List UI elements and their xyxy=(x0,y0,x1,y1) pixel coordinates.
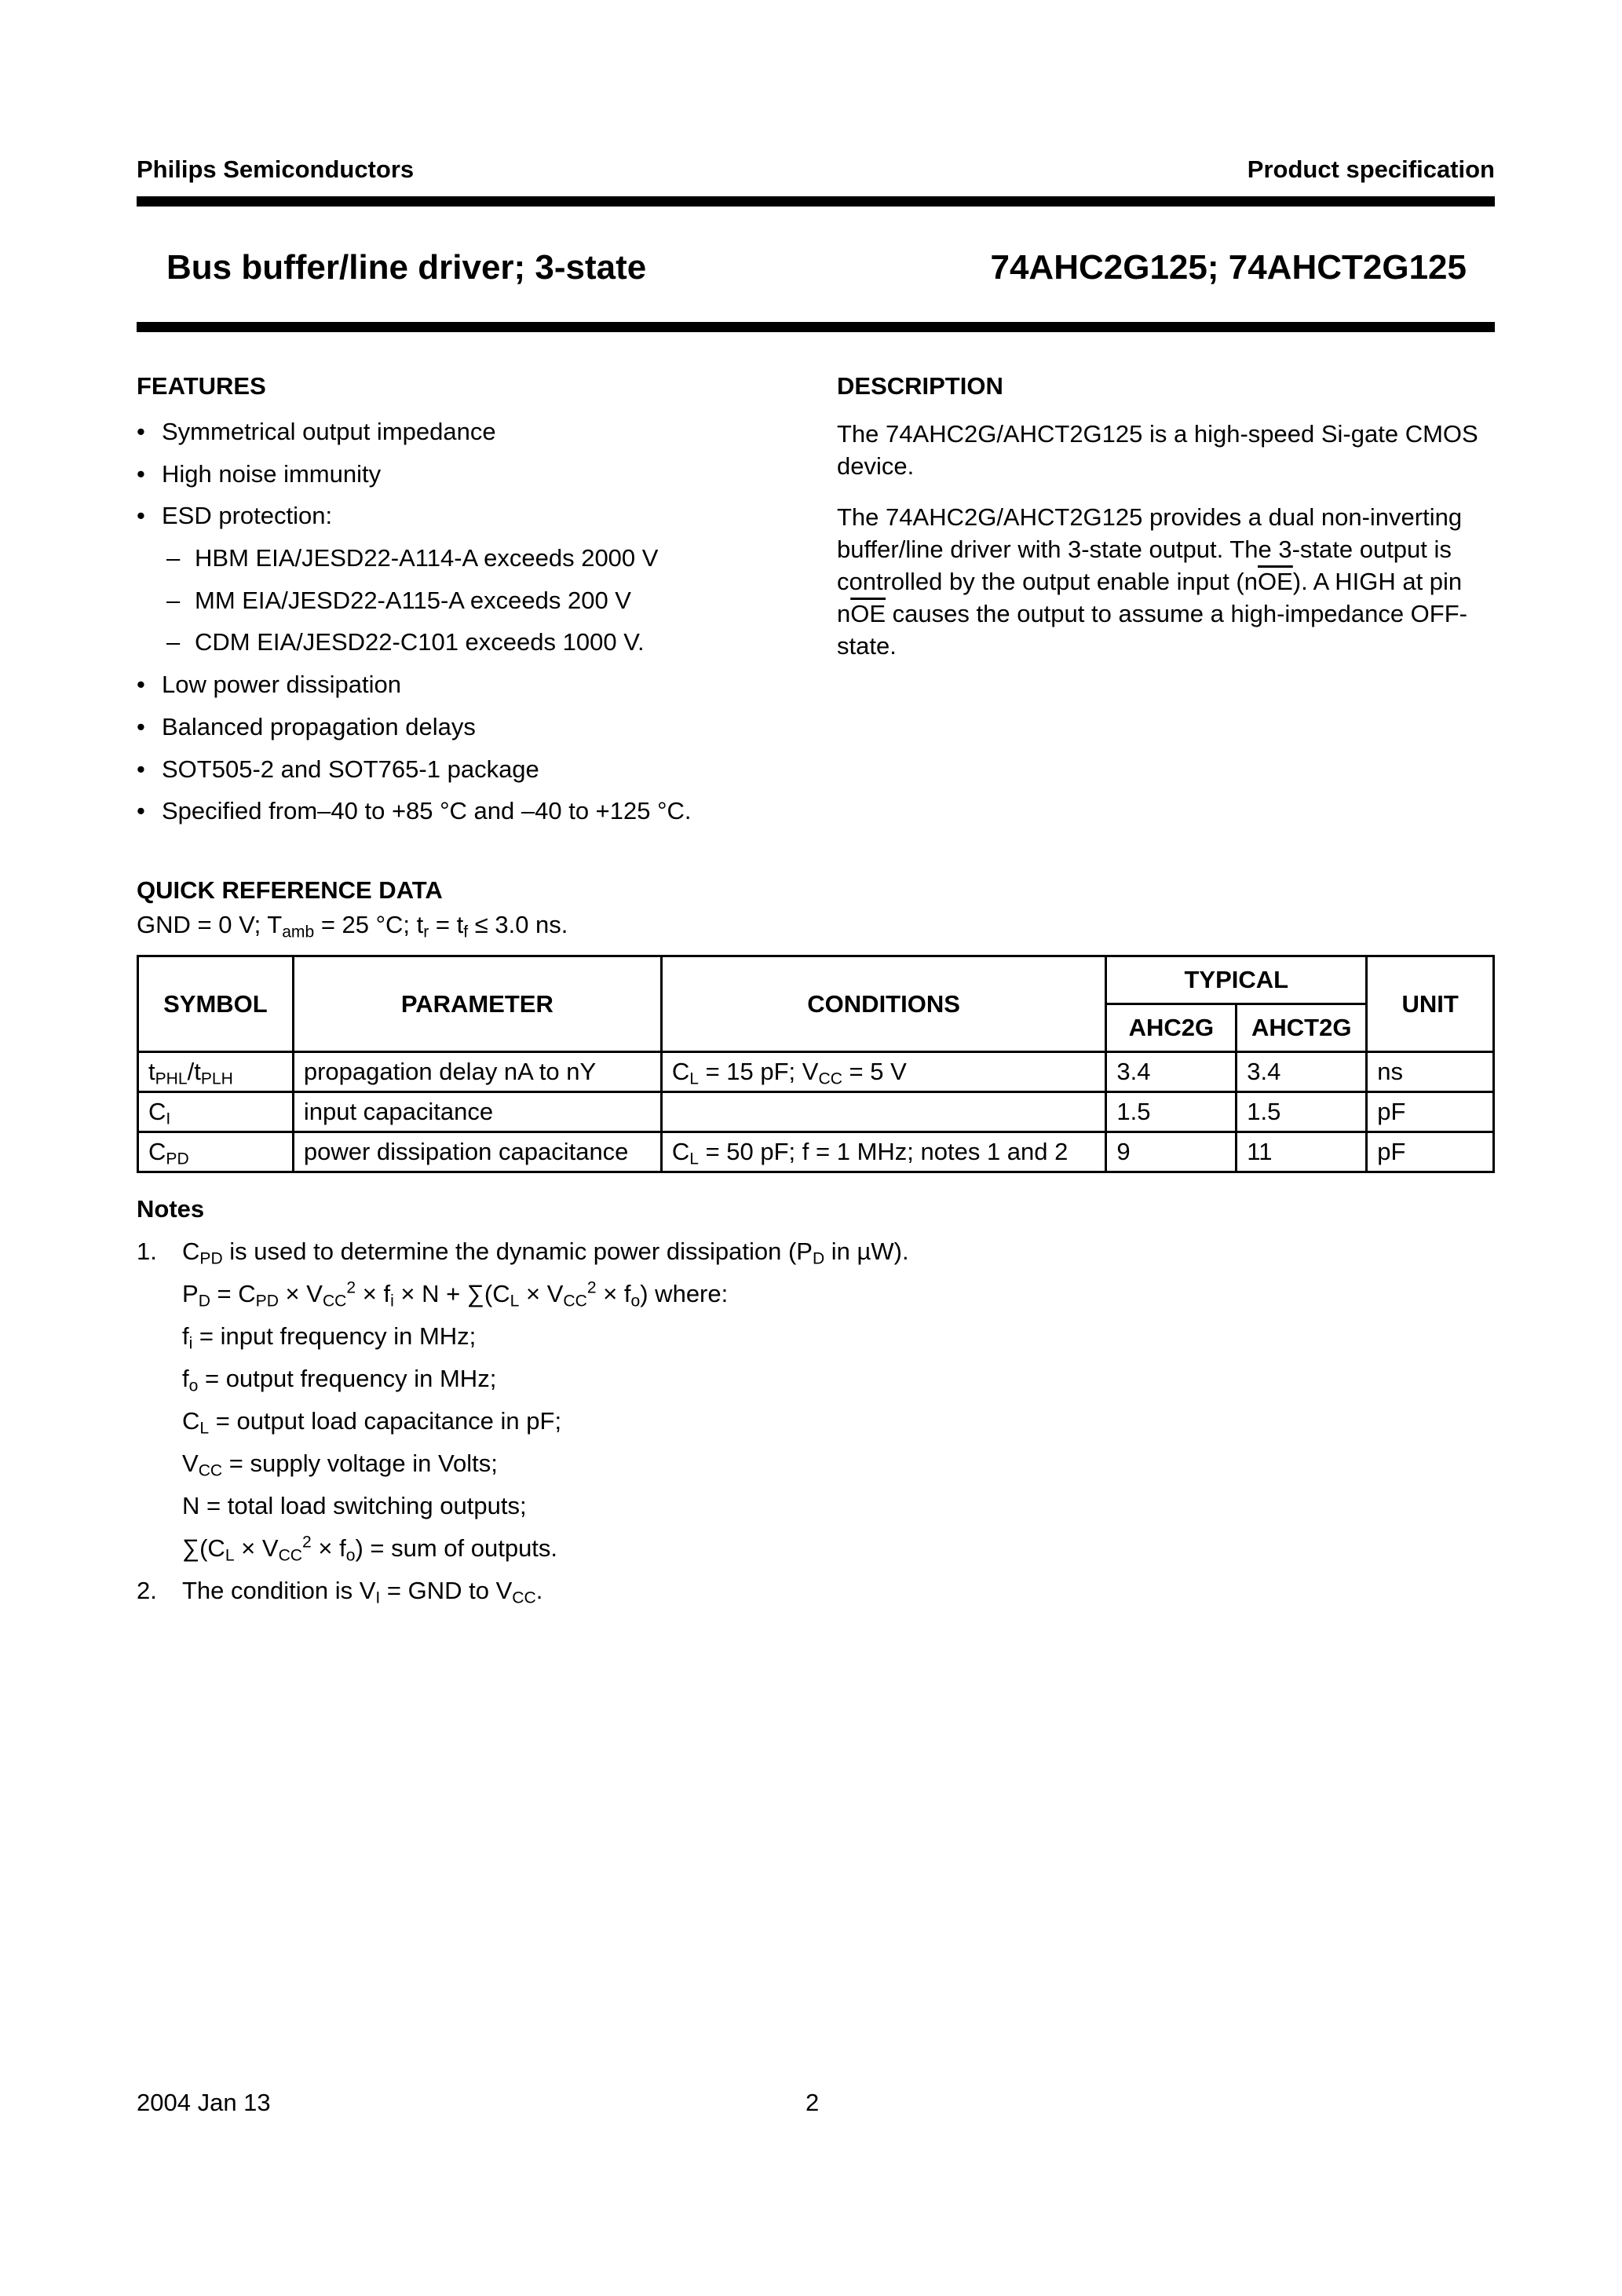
def-vcc: $V_{CC}$ = supply voltage in Volts; xyxy=(182,1450,498,1480)
description-heading: DESCRIPTION xyxy=(837,372,1003,400)
feature-text: HBM EIA/JESD22-A114-A exceeds 2000 V xyxy=(195,544,659,572)
cell-unit: ns xyxy=(1367,1052,1494,1092)
col-parameter: PARAMETER xyxy=(293,956,661,1052)
cell-parameter: input capacitance xyxy=(293,1092,661,1132)
cell-unit: pF xyxy=(1367,1132,1494,1172)
table-row xyxy=(138,1092,1494,1132)
features-heading: FEATURES xyxy=(137,372,266,400)
description-paragraph-1: The 74AHC2G/AHCT2G125 is a high-speed Si-gate CMOS device. xyxy=(837,420,1478,480)
cell-conditions: $C_L = 50$ pF; f = 1 MHz; notes 1 and 2 xyxy=(661,1132,1106,1172)
quick-reference-conditions: GND = 0 V; $T_{amb} = 25$ °C; $t_r = t_f \le 3.0$ ns. xyxy=(137,911,568,941)
feature-subitem xyxy=(137,585,765,627)
dash-marker: – xyxy=(166,586,181,614)
cell-ahct2g: 3.4 xyxy=(1237,1052,1367,1092)
cell-ahct2g: 11 xyxy=(1237,1132,1367,1172)
bullet-marker: • xyxy=(137,755,145,783)
note-2-number: 2. xyxy=(137,1577,157,1604)
feature-text: CDM EIA/JESD22-C101 exceeds 1000 V. xyxy=(195,628,645,656)
feature-item xyxy=(137,711,765,754)
header-rule-bottom xyxy=(137,322,1495,332)
part-numbers: 74AHC2G125; 74AHCT2G125 xyxy=(990,248,1467,287)
notes-heading: Notes xyxy=(137,1195,205,1223)
cell-ahc2g: 9 xyxy=(1106,1132,1237,1172)
cell-symbol: $t_{PHL}/t_{PLH}$ xyxy=(138,1052,294,1092)
col-conditions: CONDITIONS xyxy=(661,956,1106,1052)
col-symbol: SYMBOL xyxy=(138,956,294,1052)
feature-text: ESD protection: xyxy=(162,502,333,530)
feature-text: SOT505-2 and SOT765-1 package xyxy=(162,755,539,783)
def-fi: $f_i$ = input frequency in MHz; xyxy=(182,1322,477,1353)
def-n: N = total load switching outputs; xyxy=(182,1492,527,1519)
cell-ahct2g: 1.5 xyxy=(1237,1092,1367,1132)
feature-item xyxy=(137,669,765,711)
feature-text: Low power dissipation xyxy=(162,671,402,699)
table-row xyxy=(138,1052,1494,1092)
dash-marker: – xyxy=(166,628,181,656)
bullet-marker: • xyxy=(137,712,145,740)
header-rule-top xyxy=(137,196,1495,207)
cell-parameter: propagation delay nA to nY xyxy=(293,1052,661,1092)
feature-text: Specified from–40 to +85 °C and –40 to +125 °C. xyxy=(162,797,692,825)
features-list xyxy=(137,416,765,838)
col-unit: UNIT xyxy=(1367,956,1494,1052)
bullet-marker: • xyxy=(137,502,145,530)
cell-ahc2g: 1.5 xyxy=(1106,1092,1237,1132)
def-fo: $f_o$ = output frequency in MHz; xyxy=(182,1365,497,1395)
bullet-marker: • xyxy=(137,671,145,699)
quick-reference-table xyxy=(137,955,1495,1173)
feature-item xyxy=(137,754,765,796)
cell-ahc2g: 3.4 xyxy=(1106,1052,1237,1092)
document-title: Bus buffer/line driver; 3-state xyxy=(166,248,647,287)
cell-conditions xyxy=(661,1092,1106,1132)
page-number: 2 xyxy=(806,2089,820,2116)
description-paragraph-2: The 74AHC2G/AHCT2G125 provides a dual non-inverting buffer/line driver with 3-state output. The 3-state output is controlled by the output enable input $(n\overline{OE})$. A HIGH at pin $n\overline{OE}$ causes the output to assume a high-impedance OFF-state. xyxy=(837,503,1467,660)
feature-item xyxy=(137,500,765,543)
note-1-number: 1. xyxy=(137,1238,157,1265)
table-header-row xyxy=(138,956,1494,1004)
cell-parameter: power dissipation capacitance xyxy=(293,1132,661,1172)
cell-unit: pF xyxy=(1367,1092,1494,1132)
feature-item xyxy=(137,459,765,501)
footer-date: 2004 Jan 13 xyxy=(137,2089,271,2116)
cell-symbol: $C_{PD}$ xyxy=(138,1132,294,1172)
cell-conditions: $C_L = 15$ pF; $V_{CC} = 5$ V xyxy=(661,1052,1106,1092)
col-typical: TYPICAL xyxy=(1106,956,1367,1004)
feature-text: Symmetrical output impedance xyxy=(162,418,496,445)
quick-reference-heading: QUICK REFERENCE DATA xyxy=(137,876,443,904)
dash-marker: – xyxy=(166,544,181,572)
col-ahc2g: AHC2G xyxy=(1106,1004,1237,1052)
bullet-marker: • xyxy=(137,418,145,445)
feature-subitem xyxy=(137,627,765,669)
bullet-marker: • xyxy=(137,459,145,488)
power-formula: $P_D = C_{PD} \times V_{CC}^2 \times f_i \times N + \sum(C_L \times V_{CC}^2 \times f_o)$ where: xyxy=(182,1278,729,1311)
description-body xyxy=(837,418,1496,681)
col-ahct2g: AHCT2G xyxy=(1237,1004,1367,1052)
bullet-marker: • xyxy=(137,797,145,825)
def-sum: $\sum(C_L \times V_{CC}^2 \times f_o)$ = sum of outputs. xyxy=(182,1533,558,1565)
table-row xyxy=(138,1132,1494,1172)
note-1-text: $C_{PD}$ is used to determine the dynamic power dissipation ($P_D$ in µW). xyxy=(182,1238,909,1268)
feature-text: Balanced propagation delays xyxy=(162,712,476,740)
company-name: Philips Semiconductors xyxy=(137,155,415,183)
feature-subitem xyxy=(137,543,765,585)
feature-item xyxy=(137,416,765,459)
def-cl: $C_L$ = output load capacitance in pF; xyxy=(182,1407,562,1438)
feature-text: High noise immunity xyxy=(162,459,382,488)
feature-item xyxy=(137,795,765,838)
cell-symbol: $C_I$ xyxy=(138,1092,294,1132)
note-2-text: The condition is $V_I$ = GND to $V_{CC}$. xyxy=(182,1577,543,1607)
document-type: Product specification xyxy=(1247,155,1495,183)
feature-text: MM EIA/JESD22-A115-A exceeds 200 V xyxy=(195,586,631,614)
